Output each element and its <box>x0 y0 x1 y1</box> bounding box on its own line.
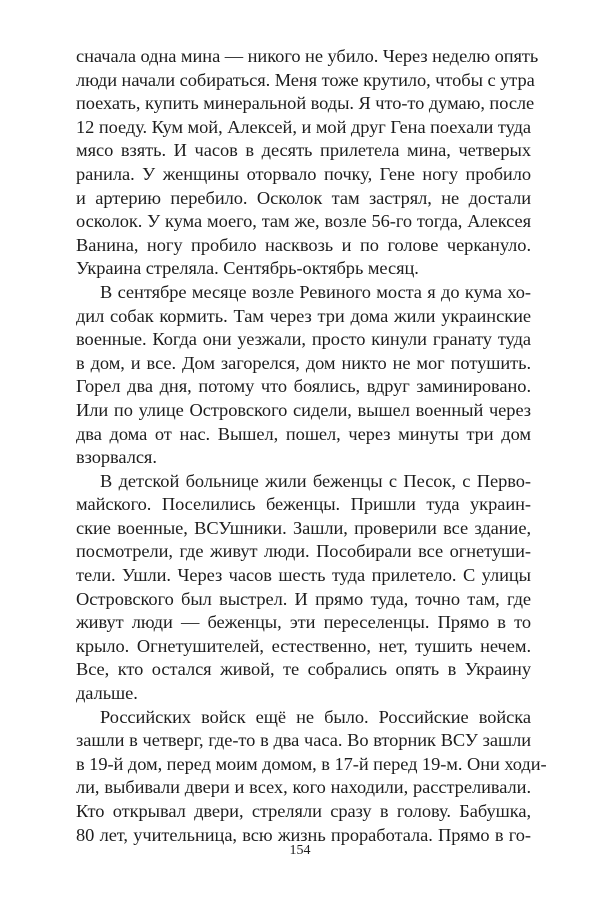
text-line: ские военные, ВСУшники. Зашли, проверили все здание, <box>76 517 531 538</box>
text-line: Кто открывал двери, стреляли сразу в голову. Бабушка, <box>76 801 531 821</box>
text-line: мясо взять. И часов в десять прилетела мина, четверых <box>76 140 531 161</box>
text-line: Горел два дня, потому что боялись, вдруг заминировано. <box>76 376 531 397</box>
text-line: живут люди — беженцы, эти переселенцы. Прямо в то <box>76 612 531 633</box>
text-line: два дома от нас. Вышел, пошел, через минуты три дом <box>76 423 531 444</box>
text-line: В сентябре месяце возле Ревиного моста я до кума хо- <box>100 281 531 302</box>
paragraph-4 <box>76 706 547 848</box>
text-line: тели. Ушли. Через часов шесть туда прилетело. С улицы <box>76 565 531 586</box>
text-line: в дом, и все. Дом загорелся, дом никто не мог потушить. <box>76 352 531 373</box>
text-line: Или по улице Островского сидели, вышел военный через <box>76 399 531 420</box>
text-line: 12 поеду. Кум мой, Алексей, и мой друг Гена поехали туда <box>76 116 531 137</box>
text-line: в 19-й дом, перед моим домом, в 17-й перед 19-м. Они ходи- <box>76 753 547 774</box>
text-line: Украина стреляла. Сентябрь-октябрь месяц. <box>76 258 419 279</box>
text-line: военные. Когда они уезжали, просто кинули гранату туда <box>76 329 531 350</box>
text-line: дил собак кормить. Там через три дома жили украинские <box>76 305 531 326</box>
paragraph-1 <box>76 45 539 281</box>
text-line: сначала одна мина — никого не убило. Через неделю опять <box>76 46 539 66</box>
page-body <box>76 45 547 847</box>
text-line: Островского был выстрел. И прямо туда, точно там, где <box>76 588 531 609</box>
text-line: люди начали собираться. Меня тоже крутило, чтобы с утра <box>76 69 535 90</box>
text-line: дальше. <box>76 683 138 704</box>
text-line: ранила. У женщины оторвало почку, Гене ногу пробило <box>76 163 531 184</box>
paragraph-3 <box>76 470 531 706</box>
page-number: 154 <box>289 843 311 858</box>
text-line: В детской больнице жили беженцы с Песок, с Перво- <box>100 470 531 491</box>
text-line: осколок. У кума моего, там же, возле 56-го тогда, Алексея <box>76 211 531 232</box>
paragraph-2 <box>76 281 531 470</box>
text-line: посмотрели, где живут люди. Пособирали все огнетуши- <box>76 541 531 562</box>
text-line: ли, выбивали двери и всех, кого находили, расстреливали. <box>76 777 531 798</box>
text-line: майского. Поселились беженцы. Пришли туда украин- <box>76 494 531 515</box>
text-line: зашли в четверг, где-то в два часа. Во вторник ВСУ зашли <box>76 730 531 751</box>
text-line: взорвался. <box>76 447 157 468</box>
text-line: Российских войск ещё не было. Российские войска <box>100 706 531 727</box>
text-line: Ванина, ногу пробило насквозь и по голове черкануло. <box>76 234 531 255</box>
text-line: поехать, купить минеральной воды. Я что-то думаю, после <box>76 93 535 114</box>
text-line: крыло. Огнетушителей, естественно, нет, тушить нечем. <box>76 635 531 656</box>
text-line: и артерию перебило. Осколок там застрял, не достали <box>76 187 531 208</box>
text-line: Все, кто остался живой, те собрались опять в Украину <box>76 659 531 680</box>
text-line: 80 лет, учительница, всю жизнь проработала. Прямо в го- <box>76 824 531 845</box>
